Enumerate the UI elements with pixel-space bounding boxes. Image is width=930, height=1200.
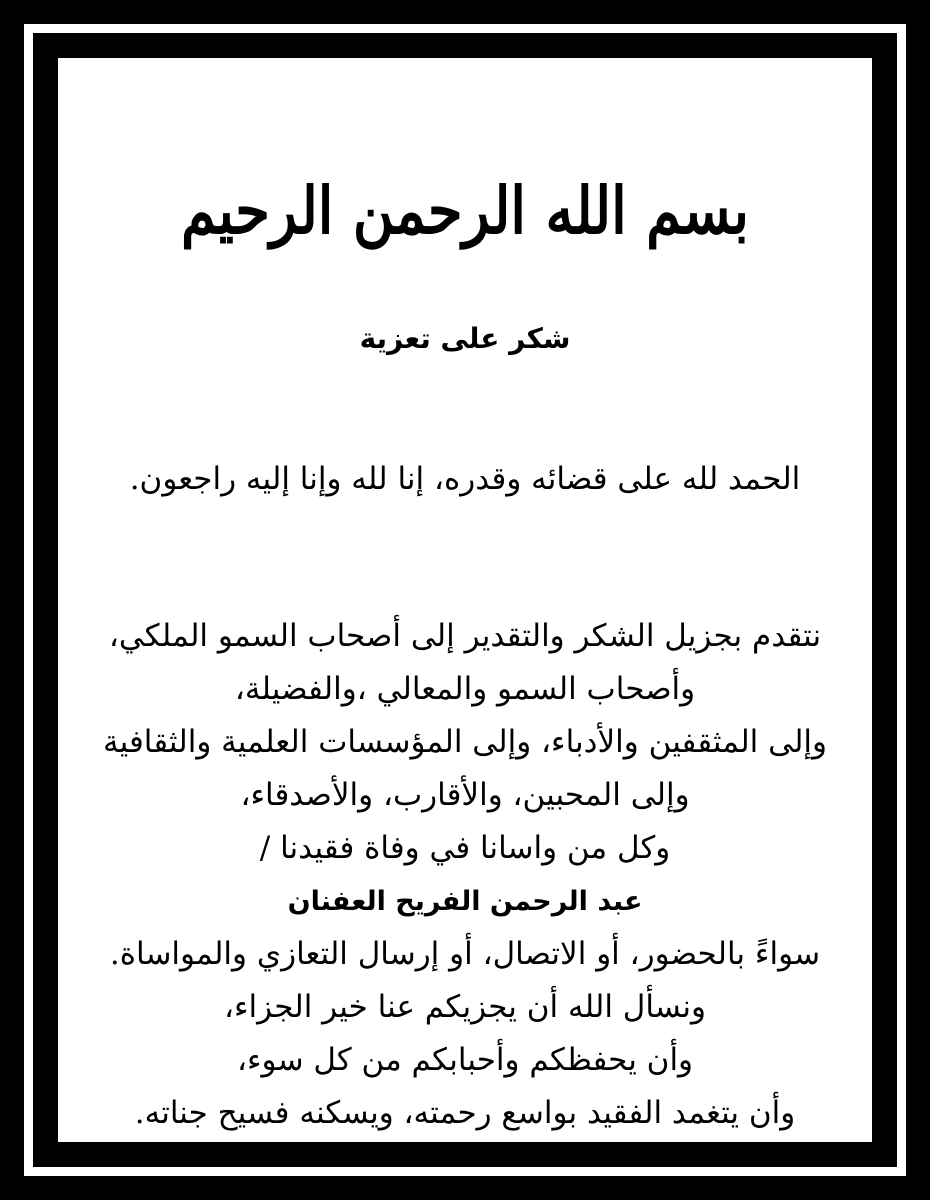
- text-line: وأصحاب السمو والمعالي ،والفضيلة،: [234, 671, 696, 707]
- text-line: سواءً بالحضور، أو الاتصال، أو إرسال التعازي والمواساة.: [109, 936, 821, 972]
- condolence-card: [58, 58, 872, 1142]
- text-line: وكل من واسانا في وفاة فقيدنا /: [259, 830, 671, 866]
- text-line: وأن يتغمد الفقيد بواسع رحمته، ويسكنه فسيح جناته.: [134, 1095, 796, 1131]
- text-line: وإلى المحبين، والأقارب، والأصدقاء،: [240, 777, 690, 813]
- deceased-name: عبد الرحمن الفريح العفنان: [287, 886, 643, 917]
- opening-line: الحمد لله على قضائه وقدره، إنا لله وإنا إليه راجعون.: [129, 461, 801, 497]
- card-title: شكر على تعزية: [359, 322, 571, 355]
- text-line: نتقدم بجزيل الشكر والتقدير إلى أصحاب السمو الملكي،: [108, 618, 822, 654]
- opening-paragraph: [68, 453, 862, 506]
- basmala-calligraphy: بسم الله الرحمن الرحيم: [181, 173, 749, 249]
- text-line: وإلى المثقفين والأدباء، وإلى المؤسسات العلمية والثقافية: [103, 724, 827, 760]
- thanks-paragraph: [68, 610, 862, 1140]
- text-line: ونسأل الله أن يجزيكم عنا خير الجزاء،: [223, 989, 707, 1025]
- text-line: وأن يحفظكم وأحبابكم من كل سوء،: [236, 1042, 694, 1078]
